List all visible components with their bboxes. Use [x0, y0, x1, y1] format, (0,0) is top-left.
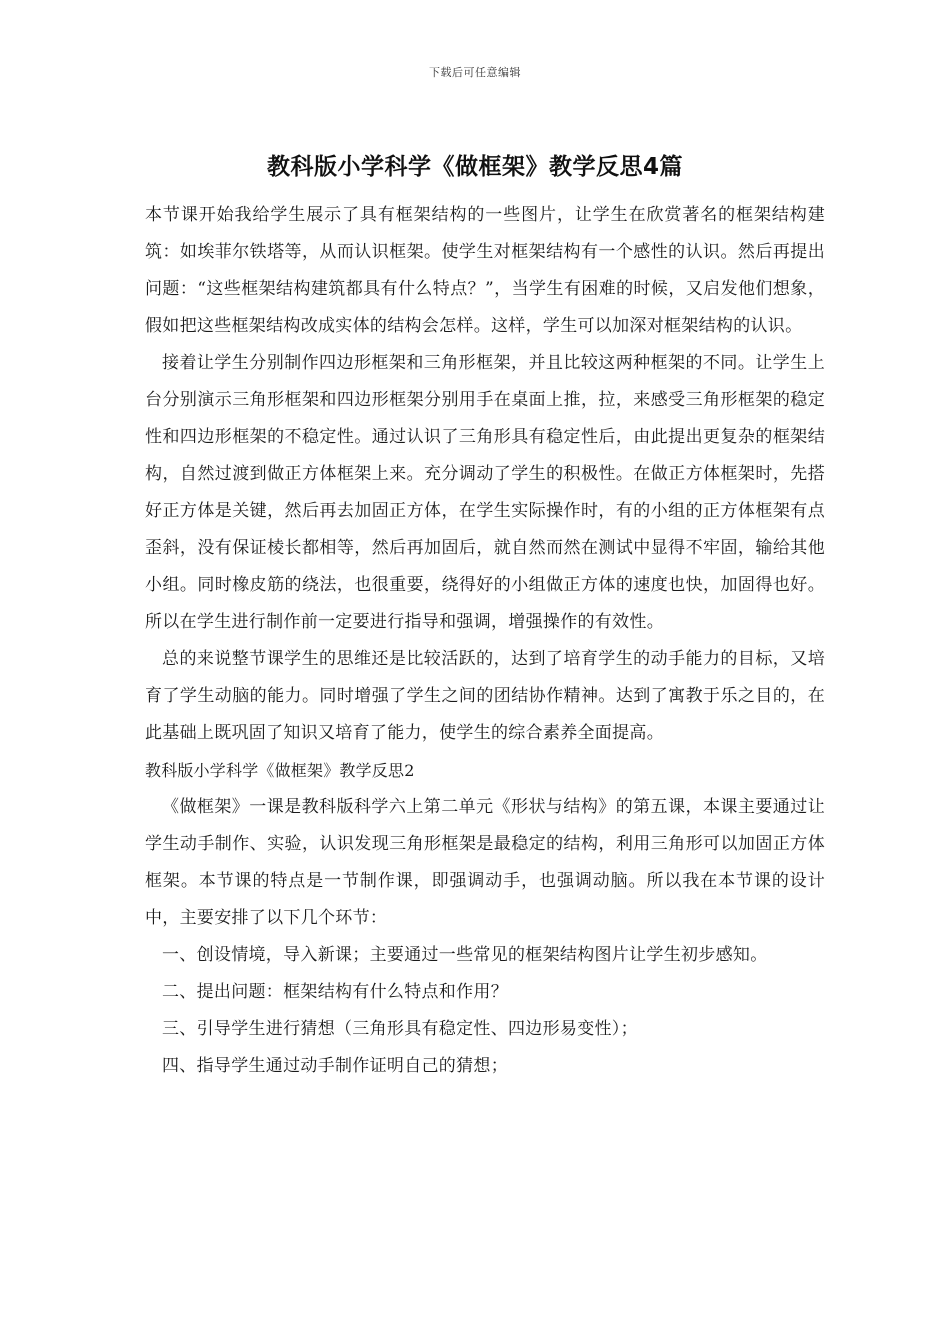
section-2-heading: 教科版小学科学《做框架》教学反思2 [145, 761, 415, 780]
header-note: 下载后可任意编辑 [429, 66, 521, 79]
document-title: 教科版小学科学《做框架》教学反思4篇 [266, 154, 683, 180]
step-item-2: 二、提出问题：框架结构有什么特点和作用？ [162, 982, 508, 1002]
paragraph-3: 总的来说整节课学生的思维还是比较活跃的，达到了培育学生的动手能力的目标，又培育了学生动脑的能力。同时增强了学生之间的团结协作精神。达到了寓教于乐之目的，在此基础上既巩固了知识又培育了能力，使学生的综合素养全面提高。 [145, 649, 825, 743]
step-item-1: 一、创设情境，导入新课；主要通过一些常见的框架结构图片让学生初步感知。 [162, 945, 768, 965]
step-item-3: 三、引导学生进行猜想（三角形具有稳定性、四边形易变性）； [162, 1019, 638, 1039]
section-2-intro: 《做框架》一课是教科版科学六上第二单元《形状与结构》的第五课，本课主要通过让学生动手制作、实验，认识发现三角形框架是最稳定的结构，利用三角形可以加固正方体框架。本节课的特点是一节制作课，即强调动手，也强调动脑。所以我在本节课的设计中，主要安排了以下几个环节： [145, 797, 825, 928]
paragraph-1: 本节课开始我给学生展示了具有框架结构的一些图片，让学生在欣赏著名的框架结构建筑：如埃菲尔铁塔等，从而认识框架。使学生对框架结构有一个感性的认识。然后再提出问题：“这些框架结构建筑都具有什么特点？”，当学生有困难的时候，又启发他们想象，假如把这些框架结构改成实体的结构会怎样。这样，学生可以加深对框架结构的认识。 [145, 205, 825, 336]
step-item-4: 四、指导学生通过动手制作证明自己的猜想； [162, 1056, 508, 1076]
document-body [145, 197, 825, 1085]
paragraph-2: 接着让学生分别制作四边形框架和三角形框架，并且比较这两种框架的不同。让学生上台分别演示三角形框架和四边形框架分别用手在桌面上推，拉，来感受三角形框架的稳定性和四边形框架的不稳定性。通过认识了三角形具有稳定性后，由此提出更复杂的框架结构，自然过渡到做正方体框架上来。充分调动了学生的积极性。在做正方体框架时，先搭好正方体是关键，然后再去加固正方体，在学生实际操作时，有的小组的正方体框架有点歪斜，没有保证棱长都相等，然后再加固后，就自然而然在测试中显得不牢固，输给其他小组。同时橡皮筋的绕法，也很重要，绕得好的小组做正方体的速度也快，加固得也好。所以在学生进行制作前一定要进行指导和强调，增强操作的有效性。 [145, 353, 825, 632]
